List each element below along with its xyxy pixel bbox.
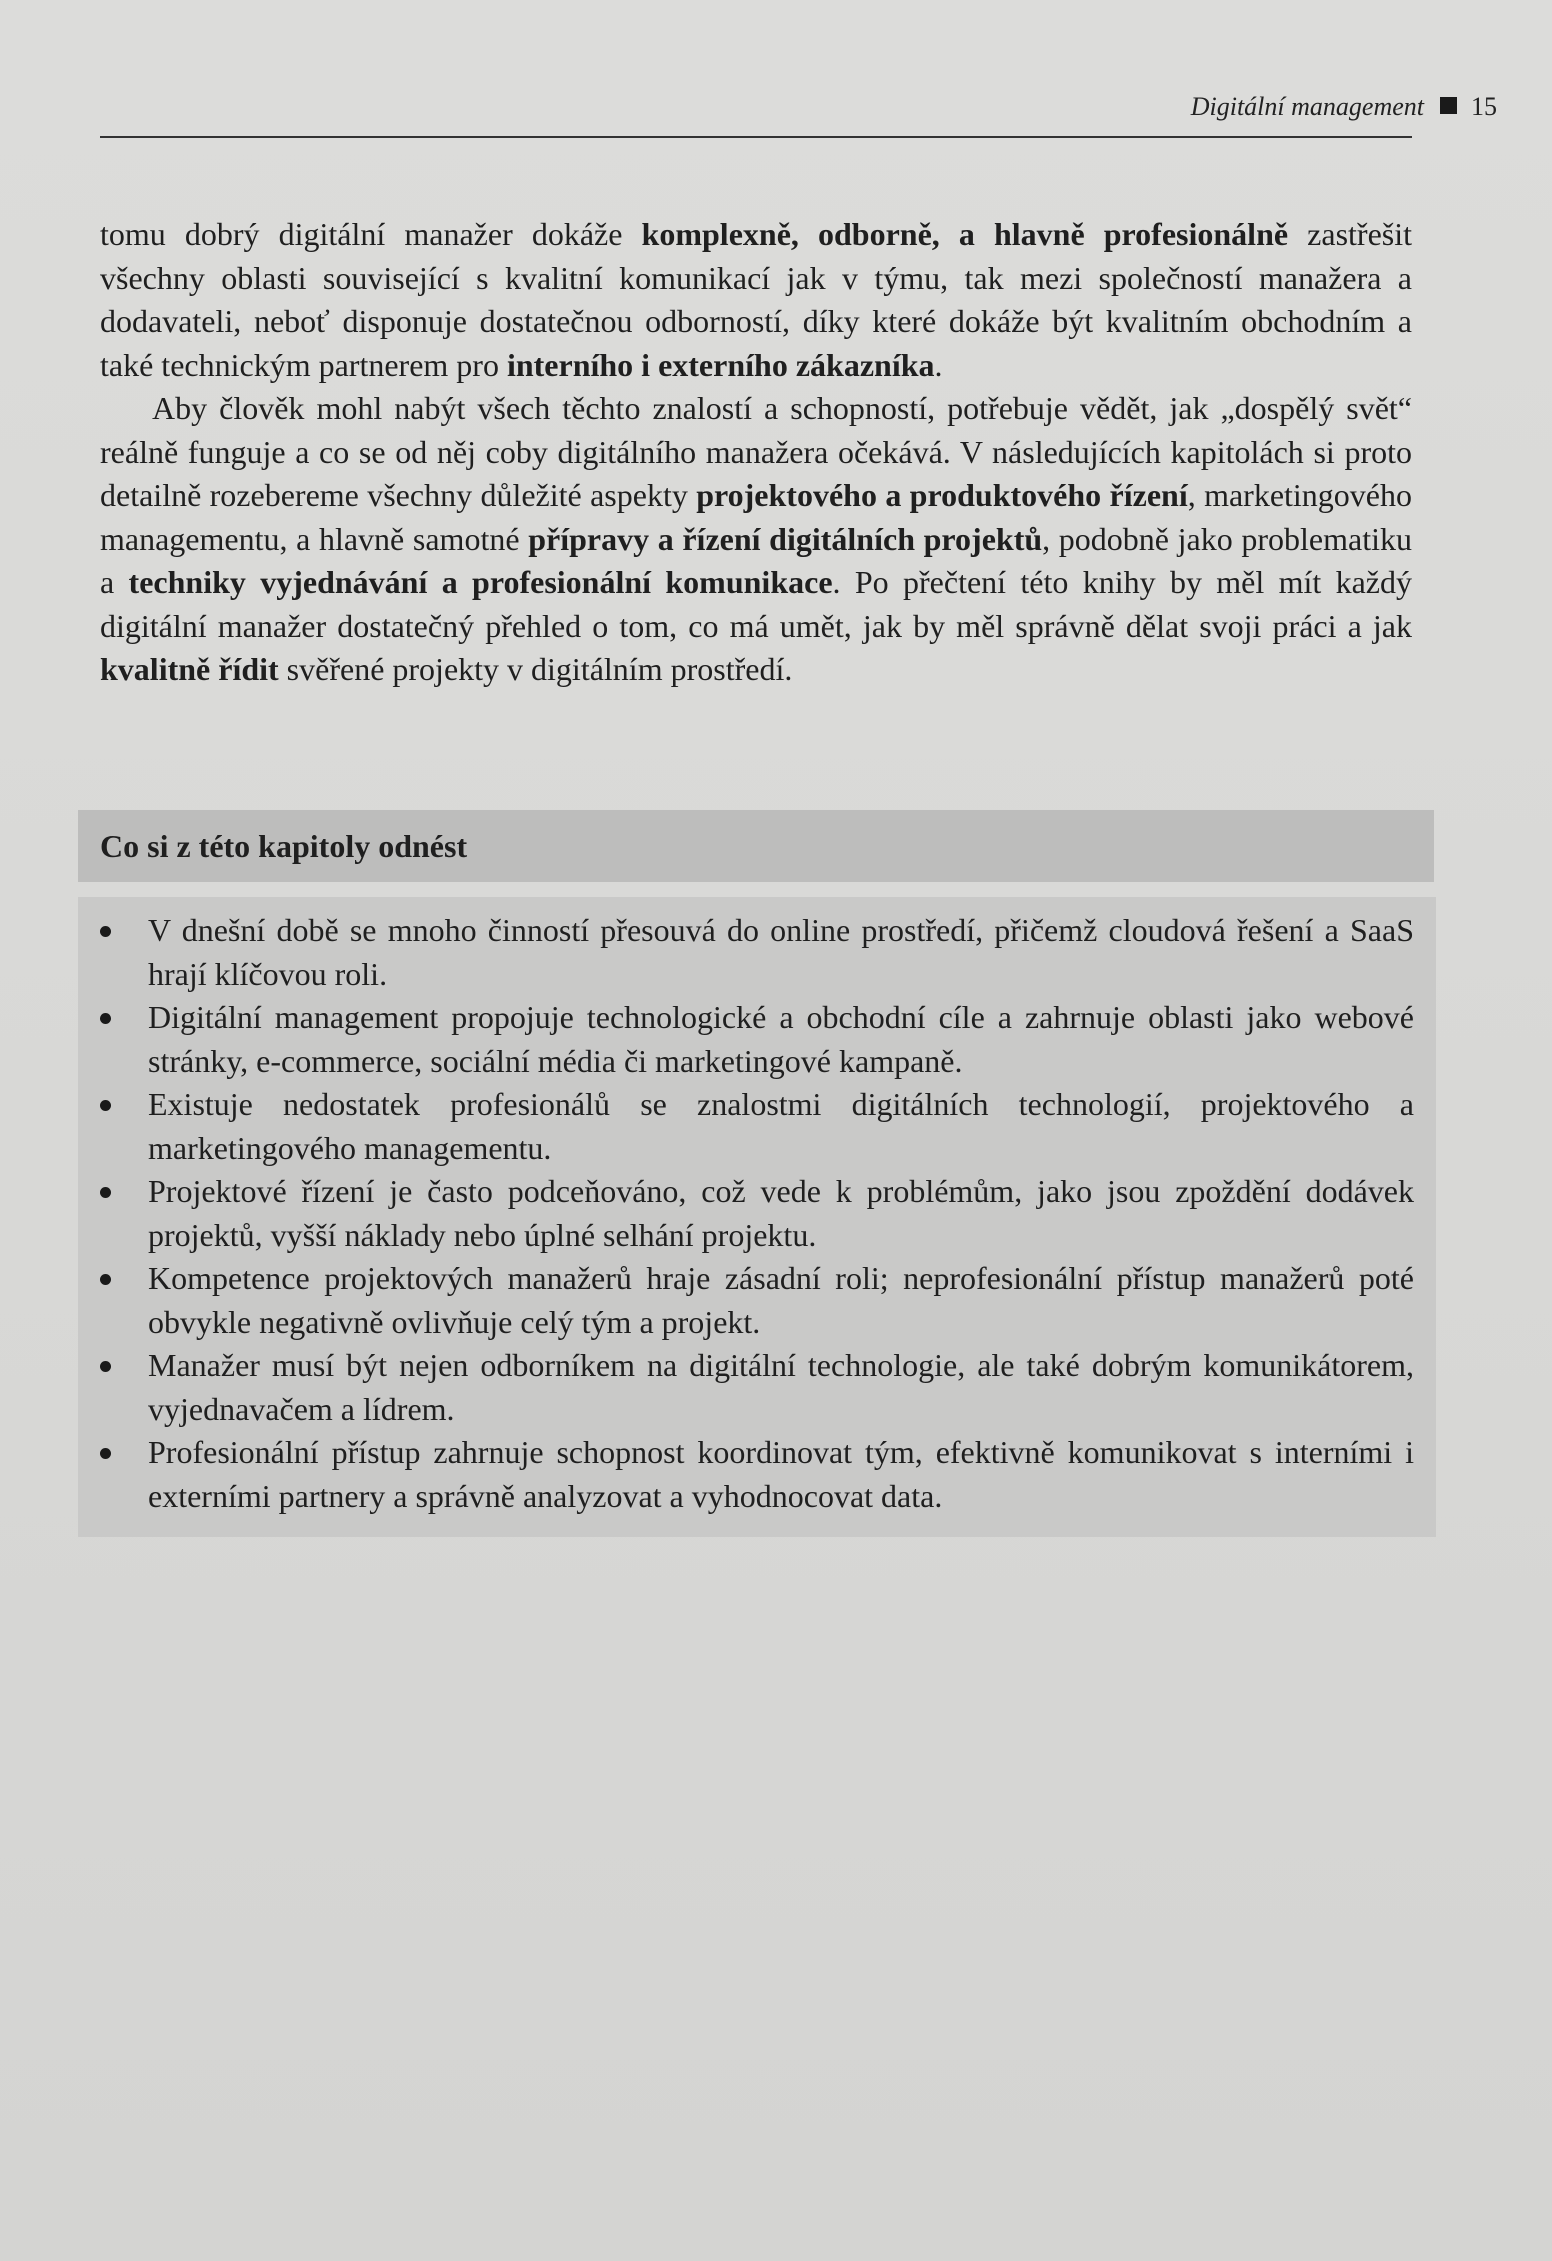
bold-text: komplexně, odborně, a hlavně profesionálně [641, 216, 1289, 252]
body-text [100, 213, 1412, 692]
summary-list [78, 909, 1436, 1518]
square-bullet-icon [1440, 97, 1457, 114]
running-title: Digitální management [1190, 92, 1424, 121]
running-header [100, 92, 1497, 122]
summary-item-text: V dnešní době se mnoho činností přesouvá do online prostředí, přičemž cloudová řešení a SaaS hrají klíčovou roli. [148, 912, 1414, 992]
summary-item-text: Profesionální přístup zahrnuje schopnost koordinovat tým, efektivně komunikovat s interními i externími partnery a správně analyzovat a vyhodnocovat data. [148, 1434, 1414, 1514]
text-run: svěřené projekty v digitálním prostředí. [278, 651, 793, 687]
text-run: Aby člověk mohl nabýt všech těchto znalostí a schopností, potřebuje vědět, jak „dospělý svět“ reálně funguje a co se od něj coby digitálního manažera očekává. V následujících kapitolách si proto detailně rozebereme všechny důležité aspekty [100, 390, 1412, 513]
bold-text: interního i externího zákazníka [506, 346, 935, 383]
summary-item-text: Projektové řízení je často podceňováno, což vede k problémům, jako jsou zpoždění dodávek projektů, vyšší náklady nebo úplné selhání projektu. [148, 1173, 1414, 1253]
text-run: , podobně jako problematiku a [100, 520, 1413, 600]
bullet-icon [100, 1361, 111, 1372]
summary-item [78, 909, 1436, 996]
summary-box-header [78, 810, 1434, 882]
bold-text: kvalitně řídit [100, 651, 279, 687]
text-run: tomu dobrý digitální manažer dokáže [100, 216, 642, 252]
text-run: . Po přečtení této knihy by měl mít každý digitální manažer dostatečný přehled o tom, co má umět, jak by měl správně dělat svoji práci a jak [100, 564, 1413, 644]
bold-text: přípravy a řízení digitálních projektů [528, 520, 1043, 557]
summary-item-text: Digitální management propojuje technologické a obchodní cíle a zahrnuje oblasti jako webové stránky, e-commerce, sociální média či marketingové kampaně. [148, 999, 1414, 1079]
summary-item-text: Existuje nedostatek profesionálů se znalostmi digitálních technologií, projektového a marketingového managementu. [148, 1086, 1414, 1166]
summary-item-text: Manažer musí být nejen odborníkem na digitální technologie, ale také dobrým komunikátorem, vyjednavačem a lídrem. [148, 1347, 1414, 1427]
text-run: , marketingového managementu, a hlavně samotné [100, 477, 1413, 557]
bullet-icon [100, 1448, 111, 1459]
paragraph-2 [100, 387, 1412, 692]
header-rule [100, 136, 1412, 138]
summary-box-title: Co si z této kapitoly odnést [100, 828, 468, 864]
paragraph-1 [100, 213, 1412, 387]
summary-item-text: Kompetence projektových manažerů hraje zásadní roli; neprofesionální přístup manažerů poté obvykle negativně ovlivňuje celý tým a projekt. [148, 1260, 1414, 1340]
bullet-icon [100, 1187, 111, 1198]
bullet-icon [100, 1100, 111, 1111]
page-number: 15 [1471, 92, 1497, 121]
bold-text: techniky vyjednávání a profesionální komunikace [128, 564, 833, 600]
bullet-icon [100, 926, 111, 937]
summary-item [78, 1257, 1436, 1344]
summary-item [78, 1431, 1436, 1518]
bullet-icon [100, 1274, 111, 1285]
summary-item [78, 1344, 1436, 1431]
summary-item [78, 996, 1436, 1083]
bullet-icon [100, 1013, 111, 1024]
summary-item [78, 1083, 1436, 1170]
text-run: . [934, 346, 943, 383]
summary-item [78, 1170, 1436, 1257]
text-run: zastřešit všechny oblasti související s kvalitní komunikací jak v týmu, tak mezi společností manažera a dodavateli, neboť disponuje dostatečnou odborností, díky které dokáže být kvalitním obchodním a také technickým partnerem pro [100, 216, 1413, 383]
bold-text: projektového a produktového řízení [696, 477, 1188, 513]
summary-box [78, 897, 1436, 1537]
